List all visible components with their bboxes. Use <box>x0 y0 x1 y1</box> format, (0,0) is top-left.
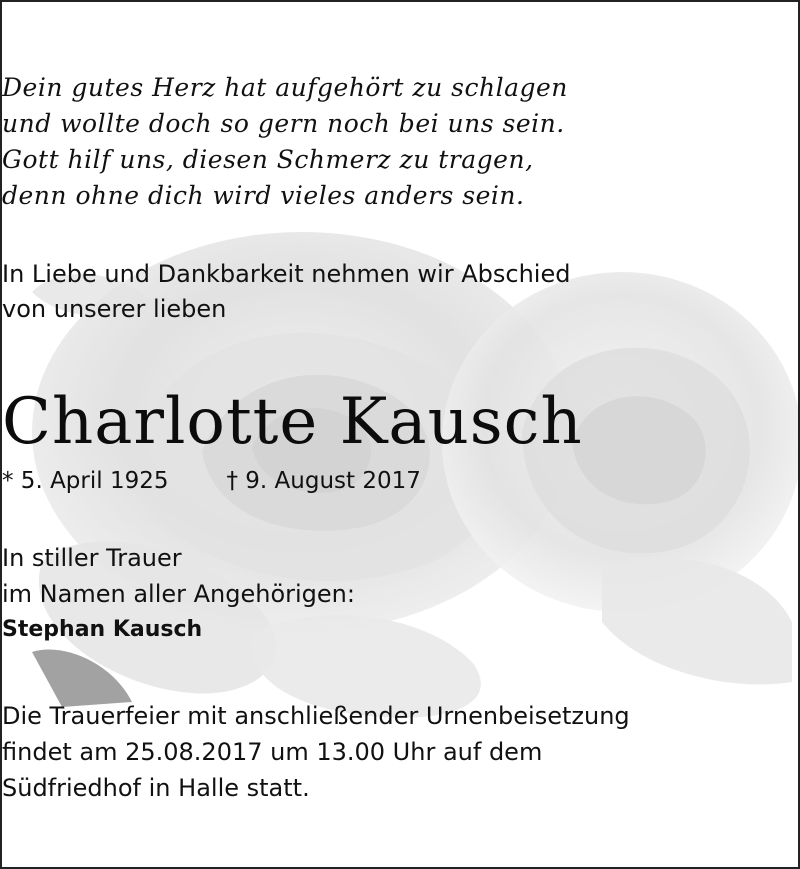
intro-line: In Liebe und Dankbarkeit nehmen wir Abschied <box>2 260 571 288</box>
poem-line: Gott hilf uns, diesen Schmerz zu tragen, <box>2 145 534 174</box>
mourning-line: In stiller Trauer <box>2 544 182 572</box>
deceased-name: Charlotte Kausch <box>2 385 583 459</box>
life-dates <box>2 464 800 498</box>
death-date: † 9. August 2017 <box>226 468 421 494</box>
service-info <box>2 698 800 806</box>
poem <box>2 70 800 214</box>
service-line: Die Trauerfeier mit anschließender Urnenbeisetzung <box>2 702 630 730</box>
intro-line: von unserer lieben <box>2 295 227 323</box>
birth-date: * 5. April 1925 <box>2 468 169 494</box>
mourning-line: im Namen aller Angehörigen: <box>2 580 355 608</box>
poem-line: und wollte doch so gern noch bei uns sein. <box>2 109 565 138</box>
poem-line: Dein gutes Herz hat aufgehört zu schlagen <box>2 73 568 102</box>
service-line: Südfriedhof in Halle statt. <box>2 774 310 802</box>
poem-line: denn ohne dich wird vieles anders sein. <box>2 181 525 210</box>
service-line: findet am 25.08.2017 um 13.00 Uhr auf dem <box>2 738 543 766</box>
mourning-block <box>2 540 800 648</box>
farewell-intro <box>2 257 800 327</box>
signer-name: Stephan Kausch <box>2 617 203 642</box>
